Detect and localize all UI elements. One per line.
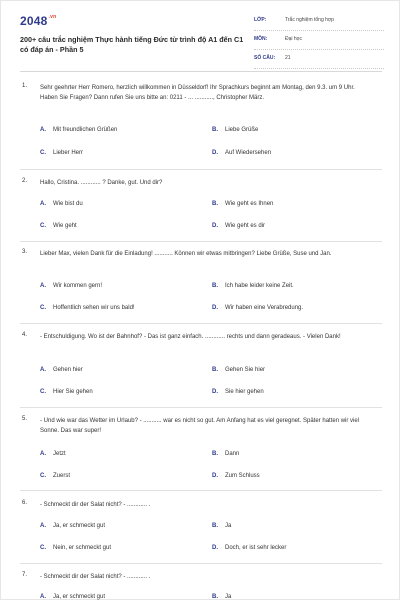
option-letter: B.: [212, 451, 218, 457]
meta-value: Đại học: [285, 36, 302, 42]
answer-option[interactable]: [40, 367, 83, 373]
option-text: Hoffentlich sehen wir uns bald!: [53, 305, 135, 311]
question-divider: [20, 169, 382, 170]
question-number: 2.: [22, 178, 28, 184]
option-letter: A.: [40, 201, 46, 207]
option-text: Zum Schluss: [225, 473, 260, 479]
option-letter: D.: [212, 150, 218, 156]
option-letter: A.: [40, 283, 46, 289]
answer-option[interactable]: [212, 545, 286, 551]
question-divider: [20, 563, 382, 564]
answer-option[interactable]: [40, 389, 93, 395]
option-letter: A.: [40, 127, 46, 133]
answer-option[interactable]: [40, 283, 102, 289]
document-title: 200+ câu trắc nghiệm Thực hành tiếng Đức từ trình độ A1 đến C1 có đáp án - Phần 5: [20, 35, 244, 54]
answer-option[interactable]: [40, 545, 111, 551]
option-letter: A.: [40, 451, 46, 457]
option-text: Ich habe leider keine Zeit.: [225, 283, 294, 289]
answer-option[interactable]: [212, 305, 303, 311]
question-text: - Schmeckt dir der Salat nicht? - ............ .: [40, 574, 151, 580]
answer-option[interactable]: [40, 473, 70, 479]
option-text: Wir haben eine Verabredung.: [225, 305, 304, 311]
option-text: Wie geht es dir: [225, 223, 266, 229]
question-number: 5.: [22, 416, 28, 422]
answer-option[interactable]: [40, 451, 66, 457]
option-text: Nein, er schmeckt gut: [53, 545, 112, 551]
question-text: Hallo, Cristina. ............ ? Danke, gut. Und dir?: [40, 180, 163, 186]
option-letter: C.: [40, 150, 46, 156]
option-letter: B.: [212, 594, 218, 600]
logo-text: 2048: [20, 14, 48, 28]
option-text: Dann: [225, 451, 240, 457]
question-text: - Entschuldigung. Wo ist der Bahnhof? - Das ist ganz einfach. ............ rechts und dann geradeaus. - Vielen Dank!: [40, 334, 341, 340]
option-letter: D.: [212, 223, 218, 229]
question-number: 4.: [22, 332, 28, 338]
answer-option[interactable]: [40, 223, 77, 229]
option-text: Auf Wiedersehen: [225, 150, 272, 156]
option-letter: B.: [212, 283, 218, 289]
option-letter: C.: [40, 473, 46, 479]
answer-option[interactable]: [212, 127, 258, 133]
question-number: 3.: [22, 249, 28, 255]
answer-option[interactable]: [40, 127, 117, 133]
answer-option[interactable]: [40, 523, 105, 529]
question-number: 1.: [22, 83, 28, 89]
option-text: Gehen Sie hier: [225, 367, 266, 373]
answer-option[interactable]: [212, 201, 273, 207]
question-number: 7.: [22, 572, 28, 578]
option-text: Ja, er schmeckt gut: [53, 594, 106, 600]
question-text: - Und wie war das Wetter im Urlaub? - ........... war es nicht so gut. Am Anfang hat es viel geregnet. Später hatten wir viel Sonne. Das war super!: [40, 418, 360, 434]
option-text: Liebe Grüße: [225, 127, 259, 133]
option-text: Ja: [225, 523, 232, 529]
answer-option[interactable]: [40, 201, 83, 207]
option-text: Wie bist du: [53, 201, 83, 207]
option-text: Wie geht es Ihnen: [225, 201, 274, 207]
option-text: Ja, er schmeckt gut: [53, 523, 106, 529]
option-letter: B.: [212, 127, 218, 133]
answer-option[interactable]: [212, 367, 265, 373]
option-text: Lieber Herr: [53, 150, 84, 156]
answer-option[interactable]: [40, 150, 83, 156]
option-letter: C.: [40, 305, 46, 311]
option-letter: C.: [40, 223, 46, 229]
option-letter: D.: [212, 473, 218, 479]
option-letter: D.: [212, 545, 218, 551]
meta-label: LỚP:: [254, 17, 267, 23]
option-text: Ja: [225, 594, 232, 600]
question-divider: [20, 407, 382, 408]
question-text: - Schmeckt dir der Salat nicht? - ............ .: [40, 502, 151, 508]
option-text: Wie geht: [53, 223, 77, 229]
meta-label: SỐ CÂU:: [254, 55, 276, 61]
option-text: Mit freundlichen Grüßen: [53, 127, 118, 133]
meta-label: MÔN:: [254, 36, 268, 42]
option-letter: B.: [212, 201, 218, 207]
option-text: Hier Sie gehen: [53, 389, 93, 395]
answer-option[interactable]: [212, 283, 294, 289]
question-text: Sehr geehrter Herr Romero, herzlich willkommen in Düsseldorf! Ihr Sprachkurs beginnt am Montag, den 9.3. um 9 Uhr. Haben Sie Fragen? Dann rufen Sie uns bitte an: 0211 - ... ..........., Christopher März.: [40, 85, 355, 101]
option-letter: B.: [212, 523, 218, 529]
answer-option[interactable]: [212, 389, 264, 395]
option-letter: B.: [212, 367, 218, 373]
question-list: [1, 1, 400, 601]
question-divider: [20, 241, 382, 242]
question-divider: [20, 490, 382, 491]
option-text: Zuerst: [53, 473, 71, 479]
option-letter: A.: [40, 594, 46, 600]
question-divider: [20, 323, 382, 324]
option-text: Jetzt: [53, 451, 66, 457]
option-text: Sie hier gehen: [225, 389, 264, 395]
logo-suffix: .vn: [48, 14, 57, 20]
option-letter: D.: [212, 305, 218, 311]
meta-value: Trắc nghiệm tổng hợp: [285, 17, 334, 23]
answer-option[interactable]: [212, 223, 265, 229]
answer-option[interactable]: [212, 523, 231, 529]
option-text: Wir kommen gern!: [53, 283, 103, 289]
option-text: Gehen hier: [53, 367, 83, 373]
meta-value: 21: [285, 55, 291, 61]
option-letter: C.: [40, 389, 46, 395]
option-letter: A.: [40, 523, 46, 529]
question-text: Lieber Max, vielen Dank für die Einladung! ........... Können wir etwas mitbringen? Liebe Grüße, Suse und Jan.: [40, 251, 332, 257]
answer-option[interactable]: [212, 451, 239, 457]
answer-option[interactable]: [40, 594, 105, 600]
answer-option[interactable]: [212, 150, 271, 156]
option-text: Doch, er ist sehr lecker: [225, 545, 287, 551]
question-number: 6.: [22, 500, 28, 506]
option-letter: C.: [40, 545, 46, 551]
option-letter: A.: [40, 367, 46, 373]
answer-option[interactable]: [212, 473, 260, 479]
option-letter: D.: [212, 389, 218, 395]
answer-option[interactable]: [212, 594, 231, 600]
answer-option[interactable]: [40, 305, 135, 311]
